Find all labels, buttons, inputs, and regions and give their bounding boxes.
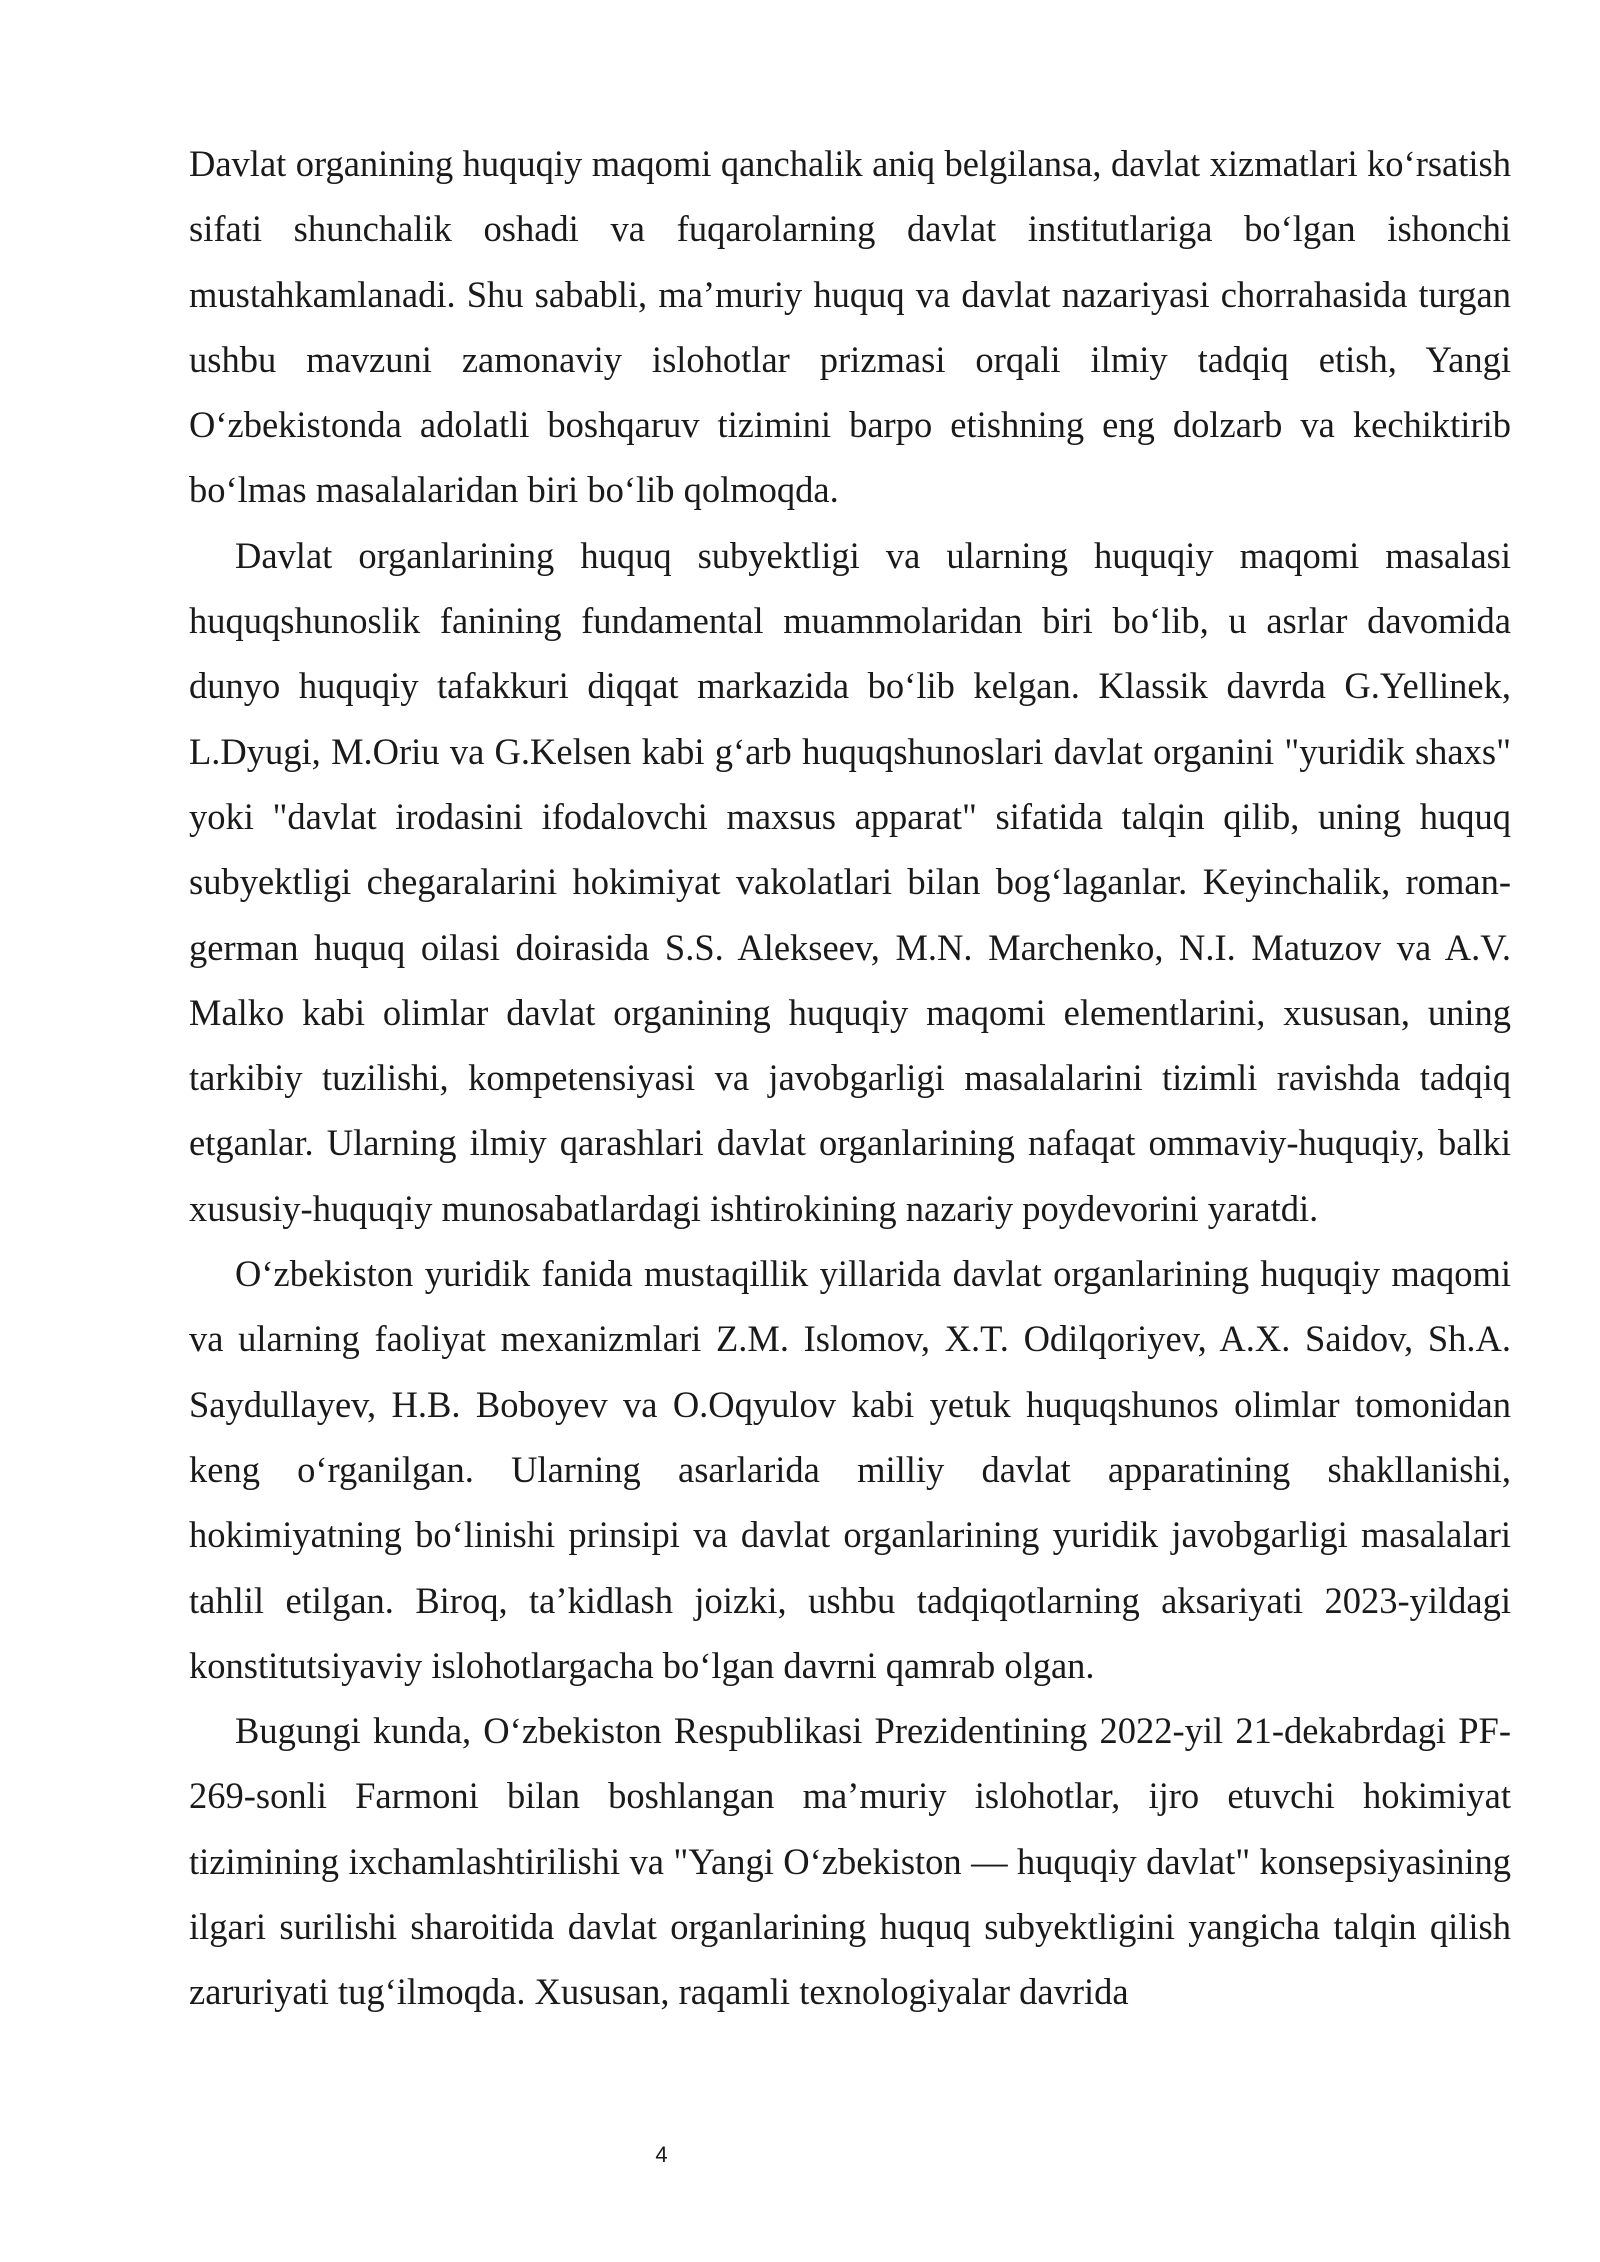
paragraph-1: Davlat organining huquqiy maqomi qanchalik aniq belgilansa, davlat xizmatlari ko‘rsatish sifati shunchalik oshadi va fuqarolarning davlat institutlariga bo‘lgan ishonchi mustahkamlanadi. Shu sababli, ma’muriy huquq va davlat nazariyasi chorrahasida turgan ushbu mavzuni zamonaviy islohotlar prizmasi orqali ilmiy tadqiq etish, Yangi O‘zbekistonda adolatli boshqaruv tizimini barpo etishning eng dolzarb va kechiktirib bo‘lmas masalalaridan biri bo‘lib qolmoqda.	[189, 143, 1511, 511]
body-text	[189, 131, 1511, 2025]
paragraph-3: O‘zbekiston yuridik fanida mustaqillik yillarida davlat organlarining huquqiy maqomi va ularning faoliyat mexanizmlari Z.M. Islomov, X.T. Odilqoriyev, A.X. Saidov, Sh.A. Saydullayev, H.B. Boboyev va O.Oqyulov kabi yetuk huquqshunos olimlar tomonidan keng o‘rganilgan. Ularning asarlarida milliy davlat apparatining shakllanishi, hokimiyatning bo‘linishi prinsipi va davlat organlarining yuridik javobgarligi masalalari tahlil etilgan. Biroq, ta’kidlash joizki, ushbu tadqiqotlarning aksariyati 2023-yildagi konstitutsiyaviy islohotlargacha bo‘lgan davrni qamrab olgan.	[189, 1253, 1511, 1686]
paragraph-4: Bugungi kunda, O‘zbekiston Respublikasi Prezidentining 2022-yil 21-dekabrdagi PF-269-sonli Farmoni bilan boshlangan ma’muriy islohotlar, ijro etuvchi hokimiyat tizimining ixchamlashtirilishi va "Yangi O‘zbekiston — huquqiy davlat" konsepsiyasining ilgari surilishi sharoitida davlat organlarining huquq subyektligini yangicha talqin qilish zaruriyati tug‘ilmoqda. Xususan, raqamli texnologiyalar davrida	[189, 1710, 1511, 2013]
page-number: 4	[655, 2142, 668, 2167]
paragraph-2: Davlat organlarining huquq subyektligi va ularning huquqiy maqomi masalasi huquqshunoslik fanining fundamental muammolaridan biri bo‘lib, u asrlar davomida dunyo huquqiy tafakkuri diqqat markazida bo‘lib kelgan. Klassik davrda G.Yellinek, L.Dyugi, M.Oriu va G.Kelsen kabi g‘arb huquqshunoslari davlat organini "yuridik shaxs" yoki "davlat irodasini ifodalovchi maxsus apparat" sifatida talqin qilib, uning huquq subyektligi chegaralarini hokimiyat vakolatlari bilan bog‘laganlar. Keyinchalik, roman-german huquq oilasi doirasida S.S. Alekseev, M.N. Marchenko, N.I. Matuzov va A.V. Malko kabi olimlar davlat organining huquqiy maqomi elementlarini, xususan, uning tarkibiy tuzilishi, kompetensiyasi va javobgarligi masalalarini tizimli ravishda tadqiq etganlar. Ularning ilmiy qarashlari davlat organlarining nafaqat ommaviy-huquqiy, balki xususiy-huquqiy munosabatlardagi ishtirokining nazariy poydevorini yaratdi.	[189, 534, 1511, 1229]
